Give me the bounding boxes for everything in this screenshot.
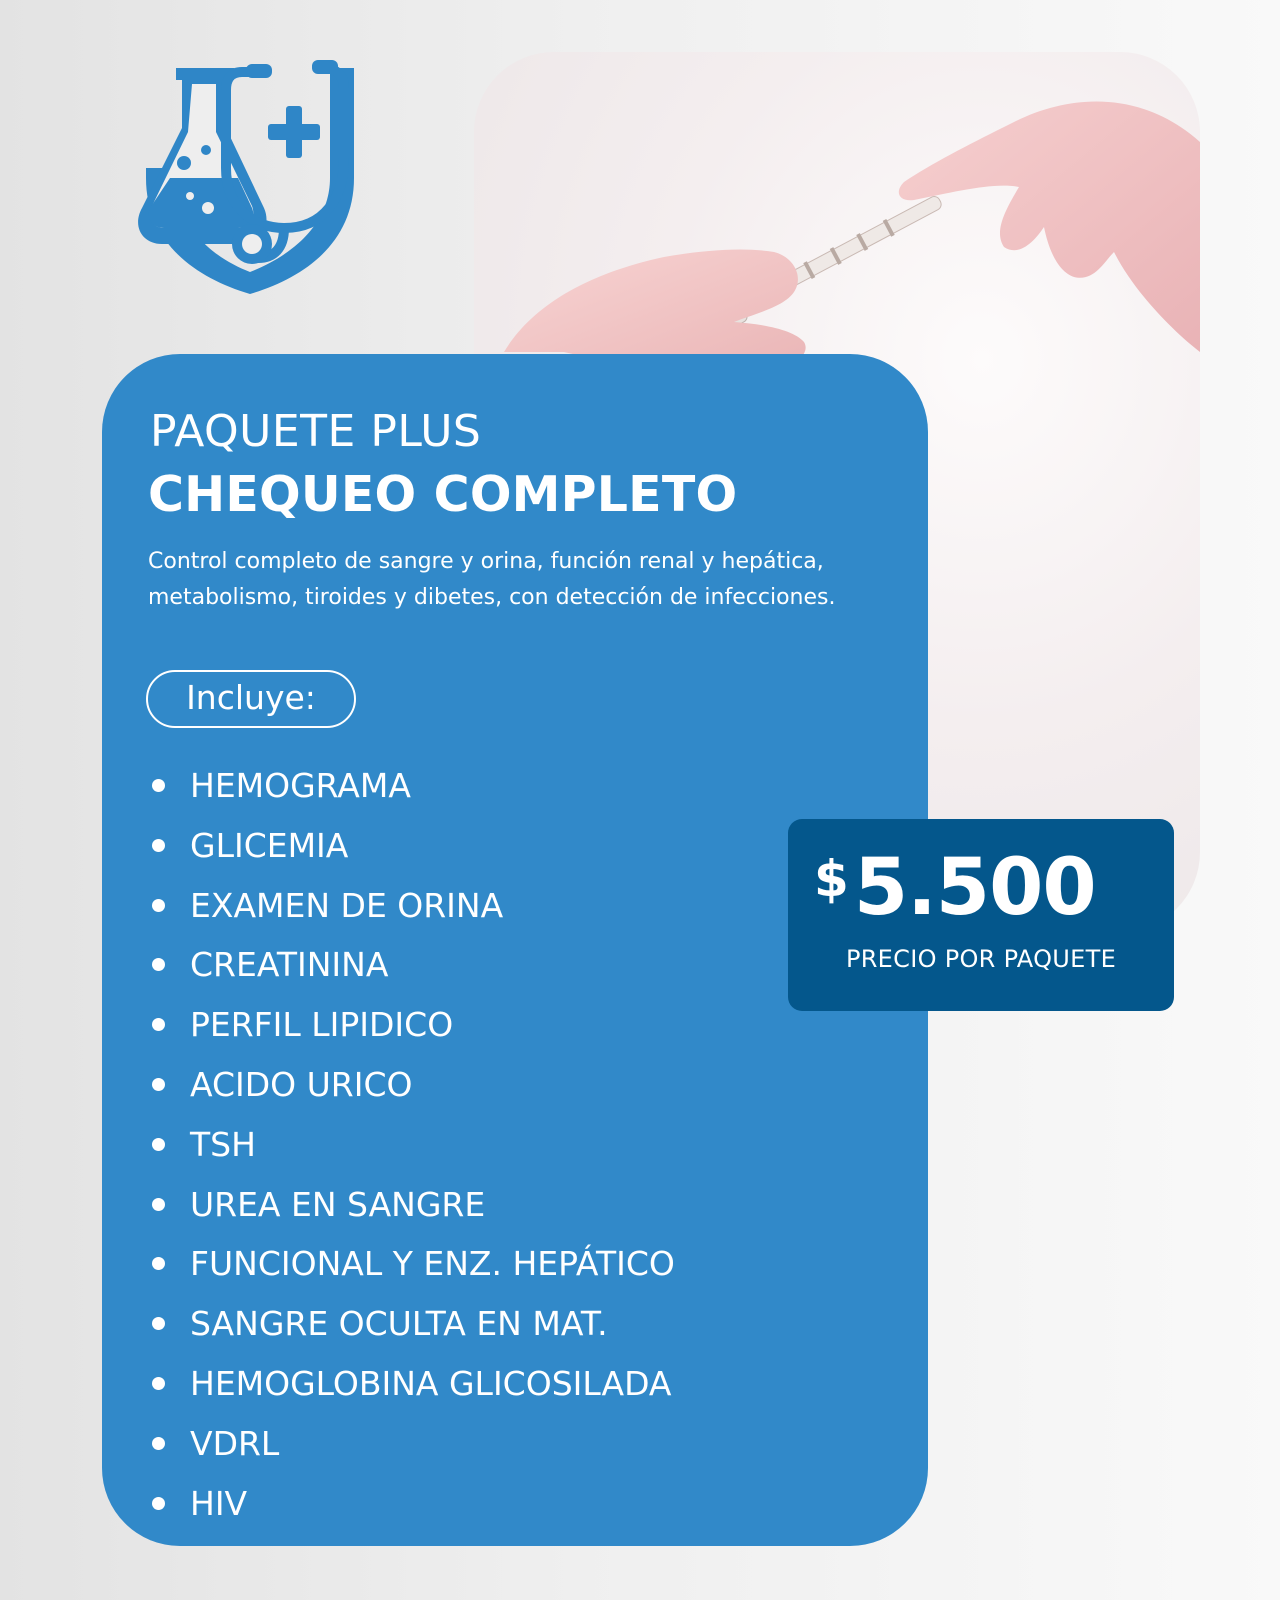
list-item <box>148 1294 675 1354</box>
list-item <box>148 1414 675 1474</box>
list-item <box>148 995 675 1055</box>
list-item-label: PERFIL LIPIDICO <box>190 1005 454 1045</box>
bullet-icon <box>152 1018 165 1031</box>
list-item-label: GLICEMIA <box>190 825 349 865</box>
bullet-icon <box>152 1497 165 1510</box>
list-item <box>148 816 675 876</box>
list-item <box>148 1474 675 1534</box>
package-subtitle: PAQUETE PLUS <box>150 406 482 457</box>
price-badge <box>788 819 1174 1011</box>
bullet-icon <box>152 1377 165 1390</box>
bullet-icon <box>152 1317 165 1330</box>
bullet-icon <box>152 1138 165 1151</box>
bullet-icon <box>152 1078 165 1091</box>
flask-stethoscope-plus-logo-icon <box>134 58 366 298</box>
list-item <box>148 935 675 995</box>
list-item <box>148 1175 675 1235</box>
bullet-icon <box>152 1437 165 1450</box>
bullet-icon <box>152 779 165 792</box>
price-caption: PRECIO POR PAQUETE <box>845 945 1117 973</box>
list-item-label: SANGRE OCULTA EN MAT. <box>190 1304 608 1344</box>
bullet-icon <box>152 839 165 852</box>
includes-label: Incluye: <box>146 670 356 728</box>
bullet-icon <box>152 899 165 912</box>
included-tests-list <box>148 756 675 1533</box>
list-item <box>148 1234 675 1294</box>
list-item-label: EXAMEN DE ORINA <box>190 885 504 925</box>
price-currency: $ <box>814 850 849 908</box>
package-title: CHEQUEO COMPLETO <box>148 466 738 523</box>
bullet-icon <box>152 958 165 971</box>
list-item <box>148 756 675 816</box>
list-item-label: HEMOGRAMA <box>190 766 411 805</box>
clinic-logo <box>134 58 366 298</box>
list-item-label: UREA EN SANGRE <box>190 1184 486 1224</box>
list-item <box>148 876 675 936</box>
list-item-label: CREATININA <box>190 945 389 985</box>
list-item-label: ACIDO URICO <box>190 1064 413 1104</box>
package-description: Control completo de sangre y orina, función renal y hepática, metabolismo, tiroides y dibetes, con detección de infecciones. <box>148 549 836 610</box>
bullet-icon <box>152 1198 165 1211</box>
price-value: 5.500 <box>853 843 1096 933</box>
bullet-icon <box>152 1257 165 1270</box>
list-item <box>148 1115 675 1175</box>
list-item-label: VDRL <box>190 1423 280 1463</box>
list-item-label: TSH <box>190 1124 256 1164</box>
list-item <box>148 1055 675 1115</box>
list-item <box>148 1354 675 1414</box>
list-item-label: FUNCIONAL Y ENZ. HEPÁTICO <box>190 1244 675 1284</box>
list-item-label: HEMOGLOBINA GLICOSILADA <box>190 1363 672 1403</box>
list-item-label: HIV <box>190 1483 248 1523</box>
price-amount <box>814 843 1096 933</box>
